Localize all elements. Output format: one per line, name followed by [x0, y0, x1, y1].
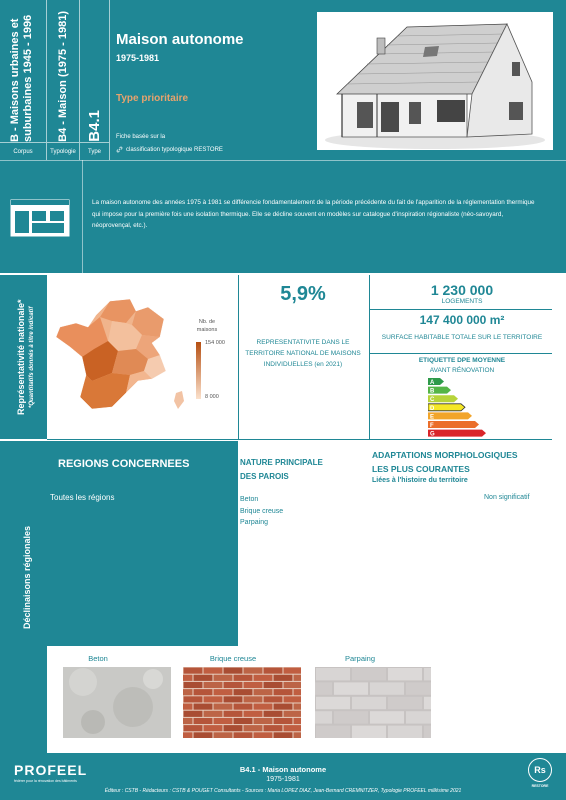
- svg-text:G: G: [430, 431, 435, 438]
- representativity-title: Représentativité nationale*: [16, 299, 26, 415]
- list-item: Parpaing: [240, 519, 269, 526]
- list-item: Beton: [240, 496, 259, 503]
- france-map: [52, 297, 188, 415]
- dpe-class-b: [428, 387, 451, 395]
- legend-min: 8 000: [205, 394, 219, 400]
- surface-value: 147 400 000 m²: [419, 313, 505, 327]
- nature-title: [240, 456, 323, 484]
- nature-title-line2: DES PAROIS: [240, 472, 289, 481]
- type-text: B4.1: [86, 110, 103, 142]
- dpe-class-f: [428, 421, 479, 429]
- dpe-class-d: [428, 404, 465, 412]
- fiche-note: Fiche basée sur la: [116, 134, 166, 140]
- page-title: Maison autonome: [116, 31, 244, 48]
- description-text: La maison autonome des années 1975 à 1981 se différencie fondamentalement de la période précédente du fait de l'apparition de la réglementation thermique qui impose pour la première fois une isolation thermique. Elle se décline souvent en modèles sur catalogue d'inspiration régionaliste (néo-savoyard, néoprovençal, etc.).: [92, 199, 535, 229]
- footer-years: 1975-1981: [266, 776, 300, 783]
- svg-text:B: B: [430, 388, 435, 395]
- divider: [369, 309, 552, 310]
- regions-value: Toutes les régions: [50, 493, 115, 502]
- restore-logo: Rs: [528, 758, 552, 782]
- divider: [238, 275, 239, 439]
- fiche-link[interactable]: [116, 146, 223, 153]
- legend-max: 154 000: [205, 340, 225, 346]
- adaptations-title-line1: ADAPTATIONS MORPHOLOGIQUES: [372, 450, 518, 460]
- corpus-column: [0, 0, 47, 142]
- svg-text:D: D: [430, 405, 435, 412]
- type-label: Type: [80, 142, 110, 160]
- dpe-class-g: [428, 430, 486, 438]
- corpus-label: Corpus: [0, 142, 47, 160]
- svg-text:F: F: [430, 423, 434, 429]
- adaptations-title: [372, 448, 518, 476]
- dpe-subtitle: AVANT RÉNOVATION: [429, 367, 495, 374]
- brique-texture: [183, 667, 301, 738]
- page-years: 1975-1981: [116, 53, 160, 63]
- representativity-side-title-wrap: [12, 282, 42, 432]
- divider: [369, 275, 370, 439]
- nature-title-line1: NATURE PRINCIPALE: [240, 458, 323, 467]
- footer-title: B4.1 - Maison autonome: [239, 765, 327, 774]
- house-illustration: [317, 12, 553, 150]
- description-divider: [82, 160, 83, 273]
- logements-count: 1 230 000: [430, 282, 494, 298]
- profeel-tagline: fédérer pour la rénovation des bâtiments: [14, 779, 77, 783]
- regions-panel: [47, 441, 238, 646]
- dpe-title: ETIQUETTE DPE MOYENNE: [418, 357, 506, 364]
- dpe-scale: [428, 377, 498, 439]
- corpus-text: B - Maisons urbaines et suburbaines 1945 - 1996: [9, 14, 34, 142]
- typologie-text: B4 - Maison (1975 - 1981): [56, 11, 69, 142]
- building-icon: [10, 199, 70, 237]
- dpe-class-e: [428, 412, 472, 420]
- surface-label: SURFACE HABITABLE TOTALE SUR LE TERRITOIRE: [381, 334, 543, 341]
- typologie-label: Typologie: [47, 142, 80, 160]
- representativity-note: *Quantitatifs donnés à titre indicatif: [29, 306, 35, 408]
- declinaisons-side-title-wrap: [14, 470, 40, 685]
- link-icon: [116, 146, 123, 153]
- declinaisons-side-title: Déclinaisons régionales: [21, 525, 32, 630]
- svg-text:A: A: [430, 380, 435, 386]
- adaptations-value: Non significatif: [484, 494, 530, 501]
- restore-label: RESTORE: [531, 784, 549, 788]
- typologie-column: [47, 0, 80, 142]
- list-item: Brique creuse: [240, 507, 284, 515]
- type-priority-label: Type prioritaire: [116, 93, 189, 104]
- legend-gradient: [196, 342, 201, 399]
- adaptations-subtitle: Liées à l'histoire du territoire: [372, 477, 468, 484]
- fiche-link-text: classification typologique RESTORE: [126, 146, 223, 153]
- beton-texture: [63, 667, 171, 738]
- material-label-beton: Beton: [88, 654, 108, 663]
- svg-text:C: C: [430, 397, 435, 404]
- parpaing-texture: [315, 667, 431, 738]
- material-label-parpaing: Parpaing: [344, 654, 376, 663]
- representativity-description: REPRESENTATIVITE DANS LE TERRITOIRE NATIONAL DE MAISONS INDIVIDUELLES (en 2021): [245, 339, 361, 368]
- svg-text:E: E: [430, 414, 435, 421]
- legend-title: Nb. de maisons: [196, 319, 218, 333]
- material-label-brique: Brique creuse: [209, 654, 257, 663]
- dpe-class-c: [428, 395, 458, 403]
- representativity-side-title: [16, 282, 38, 432]
- type-column: [80, 0, 110, 142]
- regions-title: REGIONS CONCERNEES: [58, 458, 190, 470]
- divider: [47, 439, 552, 440]
- nature-list: [240, 494, 283, 529]
- adaptations-title-line2: LES PLUS COURANTES: [372, 464, 470, 474]
- dpe-class-a: [428, 378, 444, 386]
- footer-credits: Éditeur : CSTB - Rédacteurs : CSTB & POUGET Consultants - Sources : Maria LOPEZ DIAZ, Jean-Bernard CREMNITZER, Typologie PROFEEL millésime 2021: [104, 788, 462, 794]
- divider: [369, 353, 552, 354]
- profeel-logo: PROFEEL: [14, 762, 88, 778]
- representativity-percent: 5,9%: [280, 283, 326, 305]
- logements-label: LOGEMENTS: [441, 298, 483, 305]
